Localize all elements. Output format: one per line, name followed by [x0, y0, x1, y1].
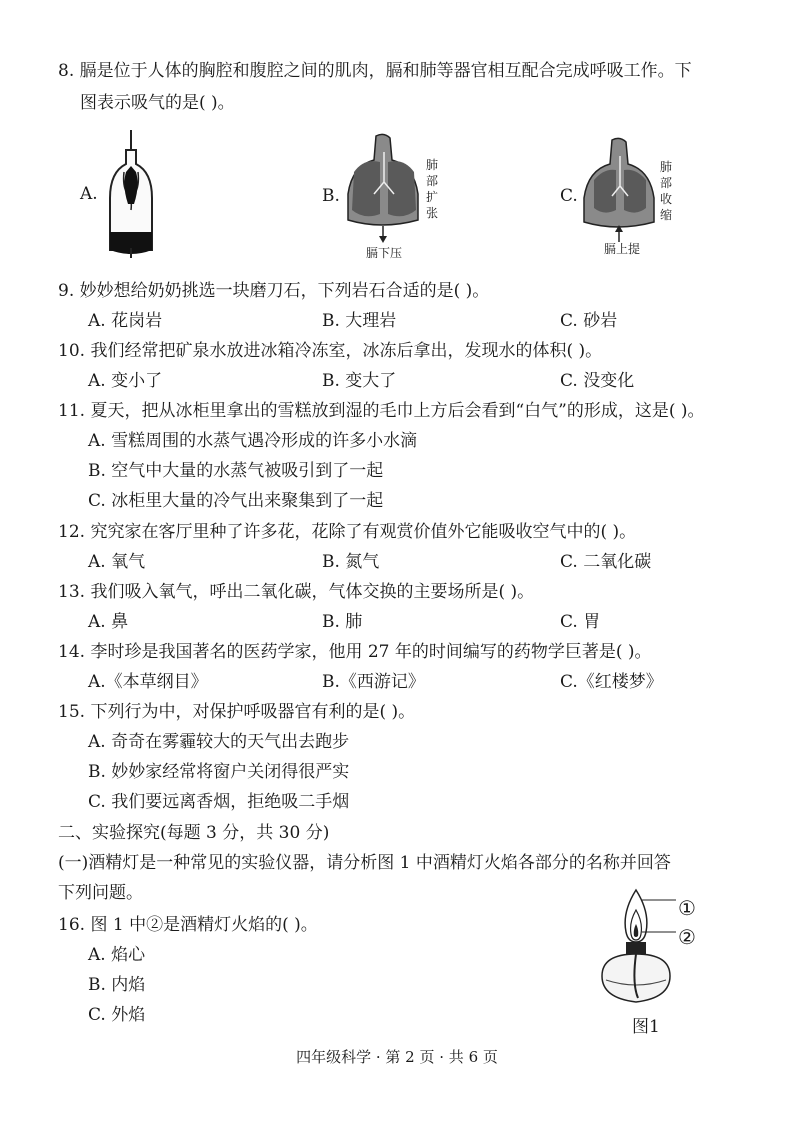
q14-option-b: B.《西游记》: [322, 672, 425, 692]
q8-option-c-label: C.: [560, 186, 578, 206]
q8-b-side-char-2: 部: [426, 174, 439, 188]
q8-c-side-char-1: 肺: [660, 160, 673, 174]
q13-option-c: C. 胃: [560, 612, 601, 632]
section-2-title: 二、实验探究(每题 3 分，共 30 分): [58, 823, 330, 843]
q11-option-b: B. 空气中大量的水蒸气被吸引到了一起: [88, 461, 384, 481]
q10-option-b: B. 变大了: [322, 371, 397, 391]
part-1-intro-line2: 下列问题。: [58, 883, 143, 903]
q16-stem: 16. 图 1 中②是酒精灯火焰的( )。: [58, 915, 318, 935]
q8-c-side-char-3: 收: [660, 192, 673, 206]
q13-option-b: B. 肺: [322, 612, 363, 632]
q8-c-caption: 膈上提: [604, 242, 641, 256]
q12-stem: 12. 究究家在客厅里种了许多花，花除了有观赏价值外它能吸收空气中的( )。: [58, 522, 637, 542]
q13-stem: 13. 我们吸入氧气，呼出二氧化碳，气体交换的主要场所是( )。: [58, 582, 535, 602]
q10-option-a: A. 变小了: [88, 371, 163, 391]
q11-option-a: A. 雪糕周围的水蒸气遇冷形成的许多小水滴: [88, 431, 418, 451]
q10-stem: 10. 我们经常把矿泉水放进冰箱冷冻室，冰冻后拿出，发现水的体积( )。: [58, 341, 603, 361]
q8-option-b-label: B.: [322, 186, 340, 206]
q12-option-a: A. 氧气: [88, 552, 146, 572]
fig1-marker-1: ①: [678, 896, 696, 920]
alcohol-lamp-figure: [592, 888, 692, 1016]
q8-c-side-char-2: 部: [660, 176, 673, 190]
q14-option-c: C.《红楼梦》: [560, 672, 663, 692]
q10-option-c: C. 没变化: [560, 371, 635, 391]
q15-stem: 15. 下列行为中，对保护呼吸器官有利的是( )。: [58, 702, 416, 722]
q12-option-c: C. 二氧化碳: [560, 552, 652, 572]
fig1-caption: 图1: [632, 1017, 660, 1037]
q15-option-b: B. 妙妙家经常将窗户关闭得很严实: [88, 762, 350, 782]
q14-stem: 14. 李时珍是我国著名的医药学家，他用 27 年的时间编写的药物学巨著是( )。: [58, 642, 652, 662]
q11-stem: 11. 夏天，把从冰柜里拿出的雪糕放到湿的毛巾上方后会看到“白气”的形成，这是( )。: [58, 401, 705, 421]
up-arrow-icon: [614, 224, 624, 242]
q9-option-a: A. 花岗岩: [88, 311, 163, 331]
q16-option-a: A. 焰心: [88, 945, 146, 965]
q11-option-c: C. 冰柜里大量的冷气出来聚集到了一起: [88, 491, 384, 511]
bell-jar-model-figure: [102, 128, 162, 260]
q8-stem-line1: 8. 膈是位于人体的胸腔和腹腔之间的肌肉，膈和肺等器官相互配合完成呼吸工作。下: [58, 61, 692, 81]
lungs-expanding-figure: [346, 132, 422, 232]
q8-stem-line2: 图表示吸气的是( )。: [80, 93, 235, 113]
q9-stem: 9. 妙妙想给奶奶挑选一块磨刀石，下列岩石合适的是( )。: [58, 281, 490, 301]
q8-option-a-label: A.: [80, 184, 98, 204]
q9-option-b: B. 大理岩: [322, 311, 397, 331]
q8-c-side-char-4: 缩: [660, 208, 673, 222]
q15-option-c: C. 我们要远离香烟，拒绝吸二手烟: [88, 792, 350, 812]
part-1-intro-line1: (一)酒精灯是一种常见的实验仪器，请分析图 1 中酒精灯火焰各部分的名称并回答: [58, 853, 671, 873]
q8-b-side-char-3: 扩: [426, 190, 439, 204]
lungs-contracting-figure: [582, 136, 658, 232]
q8-b-side-char-4: 张: [426, 206, 439, 220]
q13-option-a: A. 鼻: [88, 612, 129, 632]
q9-option-c: C. 砂岩: [560, 311, 618, 331]
q12-option-b: B. 氮气: [322, 552, 380, 572]
q8-b-side-char-1: 肺: [426, 158, 439, 172]
down-arrow-icon: [378, 226, 388, 244]
q16-option-b: B. 内焰: [88, 975, 146, 995]
q14-option-a: A.《本草纲目》: [88, 672, 208, 692]
page-footer: 四年级科学 · 第 2 页 · 共 6 页: [296, 1048, 498, 1066]
q16-option-c: C. 外焰: [88, 1005, 146, 1025]
q8-b-caption: 膈下压: [366, 246, 403, 260]
q15-option-a: A. 奇奇在雾霾较大的天气出去跑步: [88, 732, 350, 752]
fig1-marker-2: ②: [678, 925, 696, 949]
